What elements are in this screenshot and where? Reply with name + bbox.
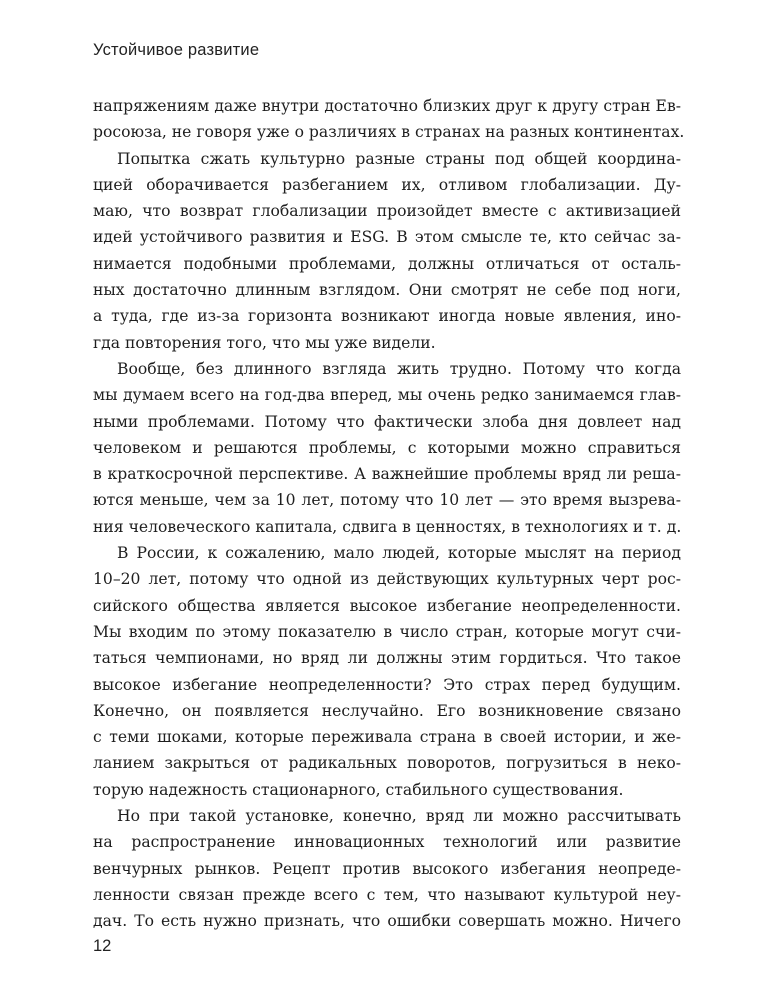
text-line: венчурных рынков. Рецепт против высокого избегания неопреде-: [93, 859, 681, 878]
text-line: а туда, где из-за горизонта возникают иногда новые явления, ино-: [93, 307, 681, 326]
text-line: нимается подобными проблемами, должны отличаться от осталь-: [93, 254, 681, 273]
text-line: человеком и решаются проблемы, с которыми можно справиться: [93, 438, 681, 457]
text-line: Но при такой установке, конечно, вряд ли можно рассчитывать: [117, 807, 681, 826]
text-line: Мы входим по этому показателю в число стран, которые могут счи-: [93, 622, 681, 641]
text-line: росоюза, не говоря уже о различиях в странах на разных континентах.: [93, 123, 685, 142]
body-text: [93, 93, 685, 935]
text-line: высокое избегание неопределенности? Это страх перед будущим.: [93, 675, 681, 694]
running-head: Устойчивое развитие: [93, 41, 260, 59]
page-number: 12: [93, 937, 112, 955]
text-line: напряжениям даже внутри достаточно близких друг к другу стран Ев-: [93, 97, 681, 115]
text-line: с теми шоками, которые переживала страна в своей истории, и же-: [93, 728, 681, 747]
text-line: в краткосрочной перспективе. А важнейшие проблемы вряд ли реша-: [93, 465, 681, 484]
text-line: цией оборачивается разбеганием их, отливом глобализации. Ду-: [93, 175, 681, 194]
text-line: ланием закрыться от радикальных поворотов, погрузиться в неко-: [93, 754, 681, 773]
text-line: В России, к сожалению, мало людей, которые мыслят на период: [117, 544, 681, 563]
text-line: гда повторения того, что мы уже видели.: [93, 333, 436, 352]
text-line: торую надежность стационарного, стабильного существования.: [93, 780, 624, 799]
text-line: таться чемпионами, но вряд ли должны этим гордиться. Что такое: [93, 649, 681, 668]
text-line: ными проблемами. Потому что фактически злоба дня довлеет над: [93, 412, 681, 431]
text-line: мы думаем всего на год-два вперед, мы очень редко занимаемся глав-: [93, 386, 681, 405]
text-line: сийского общества является высокое избегание неопределенности.: [93, 596, 681, 615]
text-line: Попытка сжать культурно разные страны под общей координа-: [117, 149, 681, 168]
text-line: Конечно, он появляется неслучайно. Его возникновение связано: [93, 701, 681, 720]
text-line: маю, что возврат глобализации произойдет вместе с активизацией: [93, 202, 681, 221]
text-line: 10–20 лет, потому что одной из действующих культурных черт рос-: [93, 570, 681, 589]
text-line: на распространение инновационных технологий или развитие: [93, 833, 681, 852]
text-line: ленности связан прежде всего с тем, что называют культурой неу-: [93, 885, 681, 904]
text-line: ются меньше, чем за 10 лет, потому что 10 лет — это время вызрева-: [93, 491, 681, 510]
text-line: идей устойчивого развития и ESG. В этом смысле те, кто сейчас за-: [93, 228, 681, 247]
text-line: ных достаточно длинным взглядом. Они смотрят не себе под ноги,: [93, 281, 681, 300]
text-line: дач. То есть нужно признать, что ошибки совершать можно. Ничего: [93, 912, 681, 931]
text-line: Вообще, без длинного взгляда жить трудно. Потому что когда: [117, 359, 681, 378]
text-line: ния человеческого капитала, сдвига в ценностях, в технологиях и т. д.: [93, 517, 682, 536]
